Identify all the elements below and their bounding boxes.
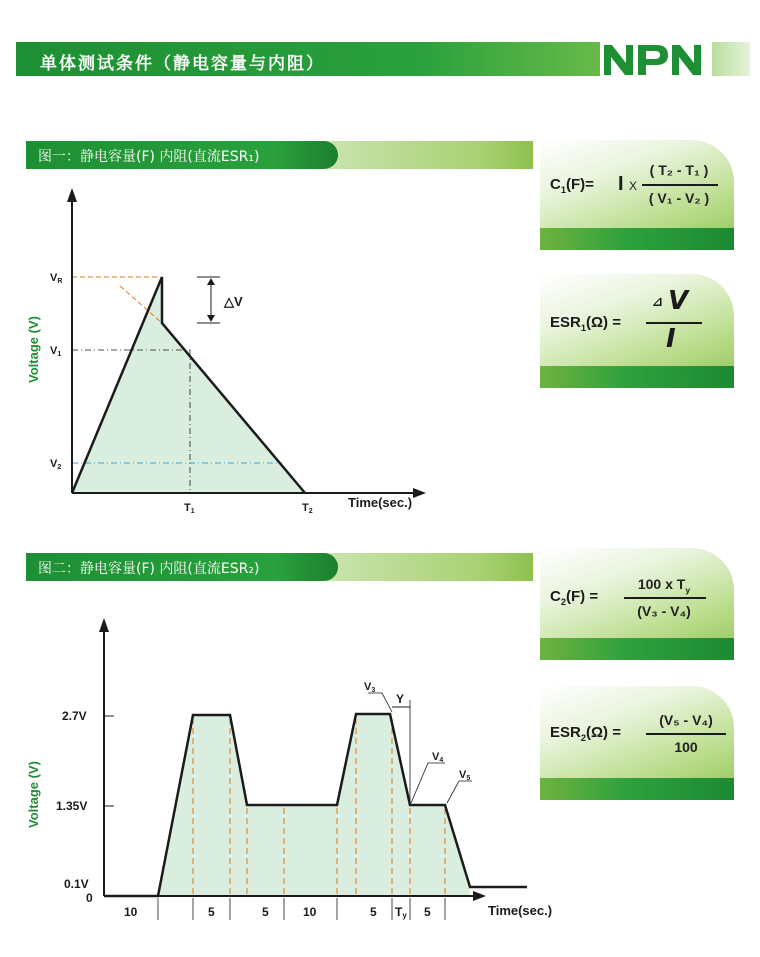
formula-card-c2-foot	[540, 638, 734, 660]
tick-t2: T2	[302, 502, 313, 515]
x-axis-2-label: Time(sec.)	[488, 903, 553, 918]
seg-label-2: 5	[208, 905, 215, 919]
npn-logo	[600, 41, 712, 79]
seg-label-1: 10	[124, 905, 138, 919]
c1-fraction-bar	[642, 184, 718, 186]
label-v3: V3	[364, 681, 376, 694]
y-axis-2-label: Voltage (V)	[26, 761, 41, 828]
seg-label-ty: Ty	[395, 905, 407, 920]
tick-0.1v: 0.1V	[64, 877, 89, 891]
esr2-lhs: $ESR_2(\Omega)$ =	[550, 724, 621, 743]
seg-label-5: 5	[370, 905, 377, 919]
esr1-num-delta: ⊿	[652, 294, 663, 309]
esr2-fraction-bar	[646, 733, 726, 735]
formula-card-c1-foot	[540, 228, 734, 250]
y-axis-arrow	[67, 188, 77, 202]
c2-fraction-bar	[624, 597, 706, 599]
page-title: 单体测试条件（静电容量与内阻）	[40, 54, 325, 74]
c1-numerator: ( T₂ - T₁ )	[649, 162, 709, 178]
chart1	[0, 180, 440, 530]
delta-v-label: △V	[224, 294, 243, 309]
formula-card-esr2	[540, 686, 734, 800]
formula-card-esr1-foot	[540, 366, 734, 388]
c2-numerator: 100 x $T_y$	[637, 576, 691, 595]
esr1-den: I	[666, 324, 676, 354]
tick-v1: V1	[50, 345, 62, 358]
seg-label-6: 5	[424, 905, 431, 919]
formula-card-esr1	[540, 274, 734, 388]
c1-denominator: ( V₁ - V₂ )	[648, 190, 710, 206]
tick-t1: T1	[184, 502, 195, 515]
seg-label-3: 5	[262, 905, 269, 919]
esr2-numerator: (V₅ - V₄)	[659, 712, 713, 728]
formula-card-esr2-foot	[540, 778, 734, 800]
x-axis-arrow	[413, 488, 426, 498]
seg-label-4: 10	[303, 905, 317, 919]
tick-2.7v: 2.7V	[62, 709, 87, 723]
c1-times: X	[629, 179, 638, 193]
formula-card-c2	[540, 548, 734, 660]
y-axis-2-arrow	[99, 618, 109, 632]
tick-v2: V2	[50, 458, 62, 471]
label-v5: V5	[459, 769, 471, 782]
section2-bar	[26, 553, 533, 581]
c1-lhs: $C_1(F)=$	[550, 176, 594, 195]
x-axis-label: Time(sec.)	[348, 495, 413, 510]
esr1-lhs: $ESR_1(\Omega)$ =	[550, 314, 621, 333]
esr2-denominator: 100	[674, 739, 698, 755]
c1-current: I	[618, 173, 624, 195]
tick-vr: VR	[50, 272, 63, 285]
section1-bar	[26, 141, 533, 169]
y-axis-label: Voltage (V)	[26, 316, 41, 383]
x-axis-2-arrow	[473, 891, 486, 901]
formula-card-c1	[540, 140, 734, 250]
section1-title: 图一：静电容量(F) 内阻(直流ESR₁)	[38, 149, 260, 165]
section2-title: 图二：静电容量(F) 内阻(直流ESR₂)	[38, 561, 260, 577]
label-v4: V4	[432, 751, 444, 764]
c2-denominator: (V₃ - V₄)	[637, 603, 691, 619]
chart2	[0, 610, 570, 930]
esr1-num-v: V	[668, 286, 689, 316]
tick-0: 0	[86, 891, 93, 905]
chart1-area	[72, 277, 305, 493]
y-mark-label: Y	[396, 692, 405, 706]
c2-lhs: $C_2(F)$ =	[550, 588, 599, 607]
tick-1.35v: 1.35V	[56, 799, 88, 813]
